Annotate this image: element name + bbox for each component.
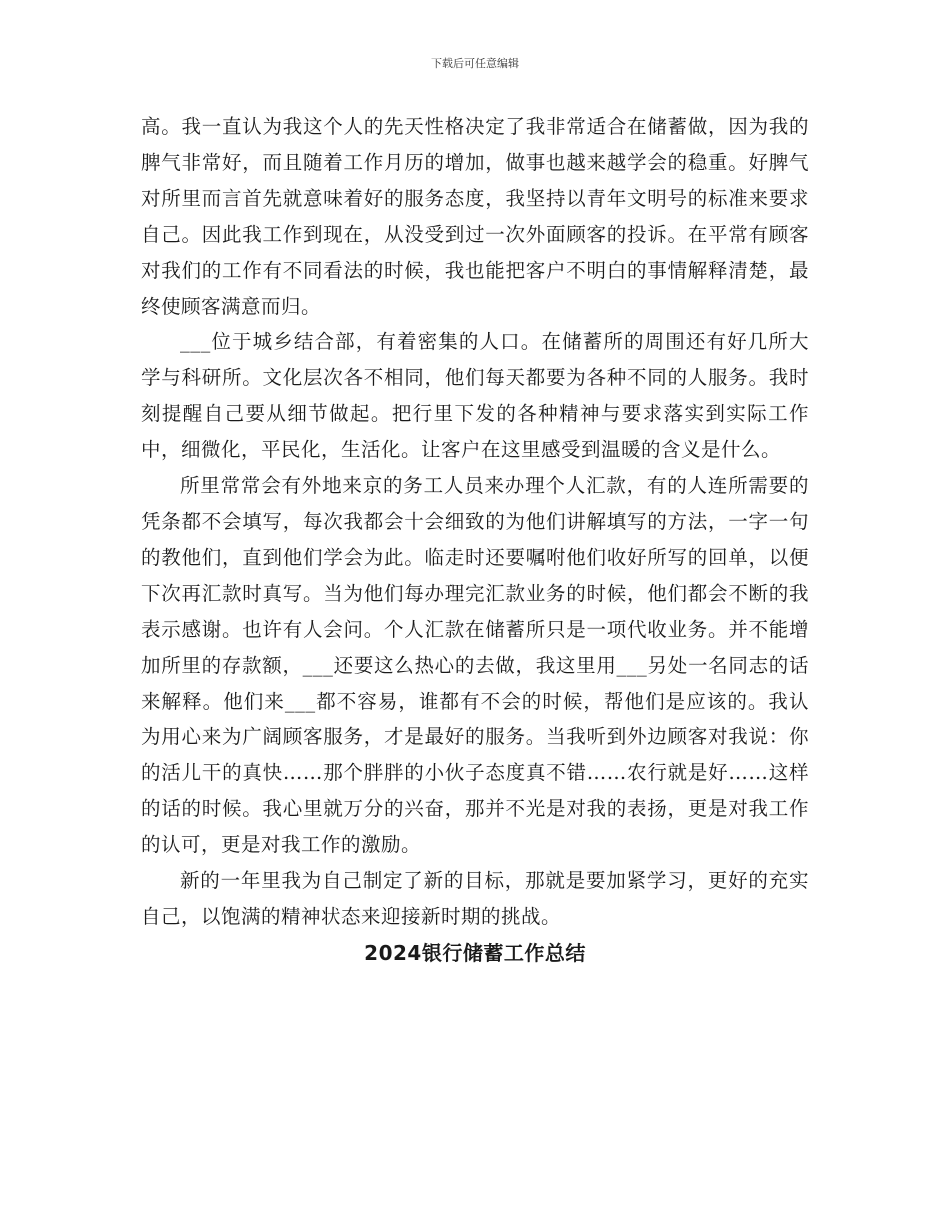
paragraph-3: 所里常常会有外地来京的务工人员来办理个人汇款，有的人连所需要的凭条都不会填写，每次我都会十会细致的为他们讲解填写的方法，一字一句的教他们，直到他们学会为此。临走时还要嘱咐他们收好所写的回单，以便下次再汇款时真写。当为他们每办理完汇款业务的时候，他们都会不断的我表示感谢。也许有人会问。个人汇款在储蓄所只是一项代收业务。并不能增加所里的存款额，___还要这么热心的去做，我这里用___另处一名同志的话来解释。他们来___都不容易，谁都有不会的时候，帮他们是应该的。我认为用心来为广阔顾客服务，才是最好的服务。当我听到外边顾客对我说：你的活儿干的真快……那个胖胖的小伙子态度真不错……农行就是好……这样的话的时候。我心里就万分的兴奋，那并不光是对我的表扬，更是对我工作的认可，更是对我工作的激励。 [141, 474, 809, 857]
page-header: 下载后可任意编辑 [431, 57, 519, 70]
section-title: 2024银行储蓄工作总结 [364, 940, 586, 965]
document-body [141, 109, 809, 971]
paragraph-1: 高。我一直认为我这个人的先天性格决定了我非常适合在储蓄做，因为我的脾气非常好，而且随着工作月历的增加，做事也越来越学会的稳重。好脾气对所里而言首先就意味着好的服务态度，我坚持以青年文明号的标准来要求自己。因此我工作到现在，从没受到过一次外面顾客的投诉。在平常有顾客对我们的工作有不同看法的时候，我也能把客户不明白的事情解释清楚，最终使顾客满意而归。 [141, 115, 809, 318]
paragraph-2: ___位于城乡结合部，有着密集的人口。在储蓄所的周围还有好几所大学与科研所。文化层次各不相同，他们每天都要为各种不同的人服务。我时刻提醒自己要从细节做起。把行里下发的各种精神与要求落实到实际工作中，细微化，平民化，生活化。让客户在这里感受到温暖的含义是什么。 [141, 330, 809, 462]
paragraph-4: 新的一年里我为自己制定了新的目标，那就是要加紧学习，更好的充实自己，以饱满的精神状态来迎接新时期的挑战。 [141, 869, 809, 928]
